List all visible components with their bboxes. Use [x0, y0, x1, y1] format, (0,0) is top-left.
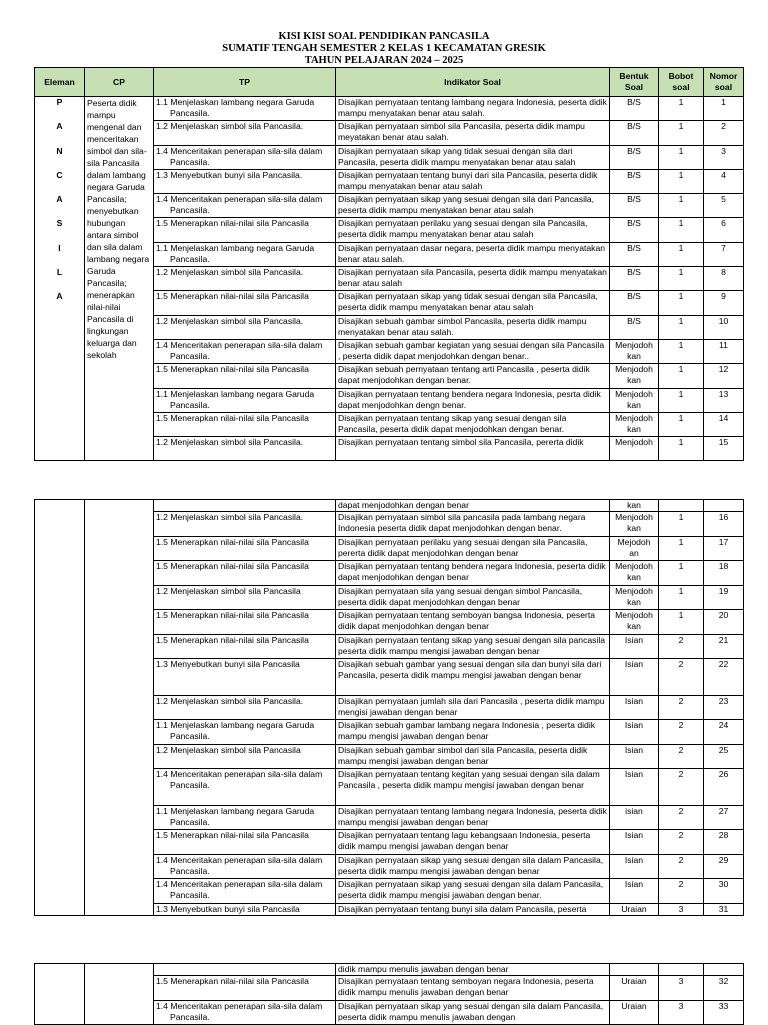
bentuk-cell: Isian: [610, 695, 659, 720]
col-header-bobot: Bobot soal: [659, 68, 704, 97]
tp-text: 1.4 Menceritakan penerapan sila-sila dalam Pancasila.: [156, 194, 323, 216]
bobot-cell: 2: [659, 695, 704, 720]
nomor-cell: 15: [704, 437, 744, 461]
bentuk-cell: isian: [610, 805, 659, 830]
nomor-cell: 32: [704, 976, 744, 1001]
bentuk-cell: Menjodoh kan: [610, 610, 659, 635]
indikator-cell: Disajikan sebuah gambar simbol dari sila Pancasila, peserta didik mampu mengisi jawaban dengan benar: [336, 744, 610, 769]
nomor-cell: 33: [704, 1000, 744, 1025]
bentuk-cell: Uraian: [610, 903, 659, 915]
tp-cell: [154, 830, 336, 855]
tp-cell: [154, 97, 336, 121]
nomor-cell: 19: [704, 585, 744, 610]
nomor-cell: 1: [704, 97, 744, 121]
nomor-cell: 29: [704, 854, 744, 879]
indikator-cell: Disajikan sebuah gambar kegiatan yang sesuai dengan sila Pancasila , peserta didik dapat menjodohkan dengan benar..: [336, 339, 610, 363]
indikator-cell: Disajikan pernyataan tentang kegitan yang sesuai dengan sila dalam Pancasila , peserta didik mampu mengisi jawaban dengan benar: [336, 769, 610, 806]
bentuk-cell: Isian: [610, 854, 659, 879]
col-header-indikator: Indikator Soal: [336, 68, 610, 97]
bentuk-cell: Menjodoh kan: [610, 364, 659, 388]
bobot-cell: 1: [659, 512, 704, 537]
bentuk-cell: B/S: [610, 121, 659, 145]
bentuk-cell: Uraian: [610, 976, 659, 1001]
bentuk-cell: Menjodoh kan: [610, 585, 659, 610]
bobot-cell: 2: [659, 720, 704, 745]
tp-cell: [154, 121, 336, 145]
tp-cell: [154, 769, 336, 806]
tp-cell: [154, 903, 336, 915]
indikator-cell: Disajikan pernyataan sikap yang sesuai dengan sila dalam Pancasila, peserta didik mampu menulis jawaban dengan: [336, 1000, 610, 1025]
tp-cell: [154, 500, 336, 512]
tp-cell: [154, 242, 336, 266]
tp-text: 1.4 Menceritakan penerapan sila-sila dalam Pancasila.: [156, 145, 323, 167]
indikator-cell: Disajikan sebuah gambar lambang negara Indonesia , peserta didik mampu mengisi jawaban dengan benar: [336, 720, 610, 745]
bobot-cell: 1: [659, 412, 704, 436]
nomor-cell: 14: [704, 412, 744, 436]
indikator-cell: Disajikan pernyataan tentang semboyan negara Indonesia, peserta didik mampu menulis jawaban dengan benar: [336, 976, 610, 1001]
tp-text: 1.5 Menerapkan nilai-nilai sila Pancasila: [156, 610, 309, 620]
doc-title-line-1: KISI KISI SOAL PENDIDIKAN PANCASILA: [278, 31, 490, 42]
bobot-cell: 1: [659, 388, 704, 412]
nomor-cell: [704, 964, 744, 976]
nomor-cell: 11: [704, 339, 744, 363]
bobot-cell: 2: [659, 634, 704, 659]
bobot-cell: [659, 500, 704, 512]
bentuk-cell: Isian: [610, 769, 659, 806]
cp-cell: Peserta didik mampu mengenal dan menceritakan simbol dan sila-sila Pancasila dalam lambang negara Garuda Pancasila; menyebutkan hubungan antara simbol dan sila dalam lambang negara Garuda Pancasila; menerapkan nilai-nilai Pancasila di lingkungan keluarga dan sekolah: [85, 97, 154, 461]
tp-text: 1.1 Menjelaskan lambang negara Garuda Pancasila.: [156, 388, 315, 410]
bentuk-cell: Isian: [610, 634, 659, 659]
bentuk-cell: Isian: [610, 744, 659, 769]
tp-cell: [154, 315, 336, 339]
bentuk-cell: Isian: [610, 830, 659, 855]
tp-cell: [154, 634, 336, 659]
tp-cell: [154, 339, 336, 363]
eleman-cell: [35, 964, 85, 1025]
eleman-letter: P: [56, 97, 63, 107]
bentuk-cell: Menjodoh kan: [610, 388, 659, 412]
indikator-cell: Disajikan pernyataan tentang sikap yang sesuai dengan sila pancasila peserta didik mampu mengisi jawaban dengan benar: [336, 634, 610, 659]
indikator-cell: Disajikan pernyataan sikap yang tidak sesuai dengan sila dari Pancasila, peserta didik mampu menyatakan benar atau salah: [336, 145, 610, 169]
bentuk-cell: B/S: [610, 315, 659, 339]
indikator-cell: Disajikan pernyataan tentang simbol sila Pancasila, pererta didik: [336, 437, 610, 461]
nomor-cell: 26: [704, 769, 744, 806]
tp-cell: [154, 805, 336, 830]
bobot-cell: [659, 964, 704, 976]
kisi-table-page-2: [34, 499, 744, 916]
indikator-cell: Disajikan pernyataan tentang bunyi dari sila Pancasila, peserta didik mampu menyatakan benar atau salah: [336, 169, 610, 193]
bentuk-cell: kan: [610, 500, 659, 512]
nomor-cell: 25: [704, 744, 744, 769]
nomor-cell: 3: [704, 145, 744, 169]
cp-cell: [85, 964, 154, 1025]
nomor-cell: 7: [704, 242, 744, 266]
col-header-nomor: Nomor soal: [704, 68, 744, 97]
tp-cell: [154, 585, 336, 610]
tp-text: 1.5 Menerapkan nilai-nilai sila Pancasila: [156, 412, 309, 423]
bentuk-cell: B/S: [610, 145, 659, 169]
tp-text: 1.4 Menceritakan penerapan sila-sila dalam Pancasila.: [156, 339, 323, 361]
tp-text: 1.4 Menceritakan penerapan sila-sila dalam Pancasila.: [156, 879, 323, 900]
tp-text: 1.1 Menjelaskan lambang negara Garuda Pancasila.: [156, 805, 315, 827]
nomor-cell: 20: [704, 610, 744, 635]
bobot-cell: 2: [659, 830, 704, 855]
tp-cell: [154, 610, 336, 635]
nomor-cell: 28: [704, 830, 744, 855]
indikator-cell: Disajikan pernyataan dasar negara, peserta didik mampu menyatakan benar atau salah.: [336, 242, 610, 266]
indikator-cell: Disajikan pernyataan tentang lagu kebangsaan Indonesia, peserta didik mampu mengisi jawaban dengan benar: [336, 830, 610, 855]
tp-cell: [154, 720, 336, 745]
nomor-cell: 23: [704, 695, 744, 720]
tp-cell: [154, 291, 336, 315]
bentuk-cell: B/S: [610, 169, 659, 193]
tp-text: 1.5 Menerapkan nilai-nilai sila Pancasila: [156, 830, 309, 840]
eleman-letter: N: [56, 145, 63, 156]
table-row-continuation: [35, 500, 744, 512]
indikator-cell: Disajikan sebuah gambar simbol Pancasila, peserta didik mampu menyatakan benar atau salah.: [336, 315, 610, 339]
bentuk-cell: B/S: [610, 218, 659, 242]
tp-text: 1.2 Menjelaskan simbol sila Pancasila.: [156, 121, 304, 132]
eleman-letter: A: [56, 291, 63, 302]
tp-text: 1.5 Menerapkan nilai-nilai sila Pancasila: [156, 976, 309, 986]
bobot-cell: 1: [659, 169, 704, 193]
bentuk-cell: [610, 964, 659, 976]
bobot-cell: 2: [659, 769, 704, 806]
tp-text: 1.5 Menerapkan nilai-nilai sila Pancasila: [156, 561, 309, 571]
bobot-cell: 2: [659, 854, 704, 879]
kisi-table-page-1: [34, 67, 744, 461]
indikator-cell: Disajikan pernyataan sikap yang sesuai dengan sila dalam Pancasila, peserta didik mampu mengisi jawaban dengan benar.: [336, 879, 610, 904]
nomor-cell: 6: [704, 218, 744, 242]
nomor-cell: 8: [704, 267, 744, 291]
nomor-cell: 13: [704, 388, 744, 412]
indikator-cell: Disajikan pernyataan tentang bunyi sila dalam Pancasila, peserta: [336, 903, 610, 915]
col-header-bentuk: Bentuk Soal: [610, 68, 659, 97]
indikator-cell: dapat menjodohkan dengan benar: [336, 500, 610, 512]
nomor-cell: 18: [704, 561, 744, 586]
tp-text: 1.2 Menjelaskan simbol sila Pancasila.: [156, 315, 304, 326]
tp-text: 1.1 Menjelaskan lambang negara Garuda Pancasila.: [156, 720, 315, 741]
bobot-cell: 3: [659, 903, 704, 915]
tp-cell: [154, 169, 336, 193]
nomor-cell: 2: [704, 121, 744, 145]
bentuk-cell: Mejodoh an: [610, 536, 659, 561]
nomor-cell: 24: [704, 720, 744, 745]
bentuk-cell: B/S: [610, 97, 659, 121]
tp-cell: [154, 388, 336, 412]
indikator-cell: Disajikan pernyataan jumlah sila dari Pancasila , peserta didik mampu mengisi jawaban dengan benar: [336, 695, 610, 720]
tp-text: 1.5 Menerapkan nilai-nilai sila Pancasila: [156, 218, 309, 229]
bobot-cell: 1: [659, 194, 704, 218]
nomor-cell: 4: [704, 169, 744, 193]
bentuk-cell: B/S: [610, 291, 659, 315]
col-header-tp: TP: [154, 68, 336, 97]
indikator-cell: Disajikan pernyataan simbol sila Pancasila, peserta didik mampu meyatakan benar atau salah.: [336, 121, 610, 145]
tp-cell: [154, 561, 336, 586]
bobot-cell: 1: [659, 97, 704, 121]
bobot-cell: 2: [659, 744, 704, 769]
bobot-cell: 1: [659, 561, 704, 586]
nomor-cell: 17: [704, 536, 744, 561]
table-row: [35, 97, 744, 121]
bentuk-cell: Menjodoh kan: [610, 412, 659, 436]
tp-text: 1.1 Menjelaskan lambang negara Garuda Pancasila.: [156, 242, 315, 264]
bobot-cell: 3: [659, 976, 704, 1001]
bobot-cell: 1: [659, 437, 704, 461]
tp-cell: [154, 695, 336, 720]
tp-text: 1.5 Menerapkan nilai-nilai sila Pancasila: [156, 364, 309, 375]
indikator-cell: Disajikan pernyataan tentang lambang negara Indonesia, peserta didik mampu menyatakan benar atau salah.: [336, 97, 610, 121]
nomor-cell: 22: [704, 659, 744, 696]
nomor-cell: 16: [704, 512, 744, 537]
col-header-cp: CP: [85, 68, 154, 97]
nomor-cell: 12: [704, 364, 744, 388]
tp-text: 1.2 Menjelaskan simbol sila Pancasila: [156, 585, 301, 596]
bentuk-cell: B/S: [610, 267, 659, 291]
bobot-cell: 1: [659, 364, 704, 388]
bobot-cell: 1: [659, 585, 704, 610]
tp-text: 1.3 Menyebutkan bunyi sila Pancasila.: [156, 169, 303, 180]
bobot-cell: 2: [659, 805, 704, 830]
eleman-letter: L: [56, 267, 63, 278]
eleman-letter: I: [58, 242, 61, 253]
table-row-continuation: [35, 964, 744, 976]
tp-cell: [154, 976, 336, 1001]
nomor-cell: 27: [704, 805, 744, 830]
eleman-letter: A: [56, 194, 63, 205]
indikator-cell: Disajikan pernyataan perilaku yang sesuai dengan sila Pancasila, pererta didik dapat menjodohkan dengan benar: [336, 536, 610, 561]
indikator-cell: Disajikan pernyataan perilaku yang sesuai dengan sila Pancasila, peserta didik mampu menyatakan benar atau salah: [336, 218, 610, 242]
eleman-letter: C: [56, 169, 63, 180]
tp-text: 1.5 Menerapkan nilai-nilai sila Pancasila: [156, 536, 309, 547]
indikator-cell: Disajikan pernyataan sikap yang tidak sesuai dengan sila Pancasila, peserta didik mampu menyatakan benar atau salah: [336, 291, 610, 315]
tp-cell: [154, 412, 336, 436]
nomor-cell: 31: [704, 903, 744, 915]
tp-text: 1.2 Menjelaskan simbol sila Pancasila.: [156, 695, 304, 706]
bobot-cell: 1: [659, 339, 704, 363]
indikator-cell: Disajikan pernyataan tentang semboyan bangsa Indonesia, peserta didik dapat menjodohkan dengan benar: [336, 610, 610, 635]
bobot-cell: 1: [659, 121, 704, 145]
table-header-row: [35, 68, 744, 97]
bobot-cell: 1: [659, 267, 704, 291]
tp-text: 1.2 Menjelaskan simbol sila Pancasila.: [156, 437, 304, 448]
bobot-cell: 1: [659, 610, 704, 635]
tp-cell: [154, 1000, 336, 1025]
tp-text: 1.1 Menjelaskan lambang negara Garuda Pancasila.: [156, 97, 315, 118]
bentuk-cell: Menjodoh kan: [610, 512, 659, 537]
tp-cell: [154, 194, 336, 218]
tp-cell: [154, 437, 336, 461]
indikator-cell: Disajikan pernyataan tentang lambang negara Indonesia, peserta didik mampu mengisi jawaban dengan benar: [336, 805, 610, 830]
tp-cell: [154, 267, 336, 291]
tp-text: 1.5 Menerapkan nilai-nilai sila Pancasila: [156, 634, 309, 645]
indikator-cell: Disajikan pernyataan sikap yang sesuai dengan sila dari Pancasila, peserta didik mampu menyatakan benar atau salah: [336, 194, 610, 218]
bobot-cell: 1: [659, 242, 704, 266]
bobot-cell: 1: [659, 315, 704, 339]
tp-cell: [154, 536, 336, 561]
indikator-cell: Disajikan sebuah gambar yang sesuai dengan sila dan bunyi sila dari Pancasila, peserta didik mampu mengisi jawaban dengan benar: [336, 659, 610, 696]
tp-text: 1.2 Menjelaskan simbol sila Pancasila.: [156, 512, 304, 522]
bentuk-cell: Uraian: [610, 1000, 659, 1025]
bentuk-cell: B/S: [610, 242, 659, 266]
indikator-cell: Disajikan sebuah pernyataan tentang arti Pancasila , peserta didik dapat menjodohkan dengan benar.: [336, 364, 610, 388]
tp-text: 1.3 Menyebutkan bunyi sila Pancasila: [156, 659, 300, 669]
nomor-cell: 21: [704, 634, 744, 659]
bentuk-cell: Isian: [610, 720, 659, 745]
doc-title-line-3: TAHUN PELAJARAN 2024 – 2025: [304, 55, 464, 66]
tp-cell: [154, 659, 336, 696]
bobot-cell: 1: [659, 218, 704, 242]
tp-cell: [154, 145, 336, 169]
nomor-cell: 10: [704, 315, 744, 339]
eleman-letter: S: [56, 218, 63, 229]
tp-cell: [154, 218, 336, 242]
eleman-cell: [35, 97, 85, 461]
bobot-cell: 1: [659, 145, 704, 169]
kisi-table-page-3: [34, 963, 744, 1025]
nomor-cell: 9: [704, 291, 744, 315]
bobot-cell: 1: [659, 291, 704, 315]
bobot-cell: 1: [659, 536, 704, 561]
bentuk-cell: Menjodoh kan: [610, 339, 659, 363]
nomor-cell: [704, 500, 744, 512]
tp-text: 1.2 Menjelaskan simbol sila Pancasila: [156, 744, 301, 755]
col-header-eleman: Eleman: [35, 68, 85, 97]
bentuk-cell: Menjodoh: [610, 437, 659, 461]
eleman-cell: [35, 500, 85, 916]
tp-text: 1.4 Menceritakan penerapan sila-sila dalam Pancasila.: [156, 769, 323, 790]
tp-text: 1.4 Menceritakan penerapan sila-sila dalam Pancasila.: [156, 1000, 323, 1022]
tp-text: 1.4 Menceritakan penerapan sila-sila dalam Pancasila.: [156, 854, 323, 876]
indikator-cell: didik mampu menulis jawaban dengan benar: [336, 964, 610, 976]
tp-cell: [154, 879, 336, 904]
tp-text: 1.3 Menyebutkan bunyi sila Pancasila: [156, 903, 300, 914]
indikator-cell: Disajikan pernyataan sila Pancasila, peserta didik mampu menyatakan benar atau salah: [336, 267, 610, 291]
indikator-cell: Disajikan pernyataan sikap yang sesuai dengan sila dalam Pancasila, peserta didik mampu mengisi jawaban dengan benar: [336, 854, 610, 879]
indikator-cell: Disajikan pernyataan simbol sila pancasila pada lambang negara Indonesia peserta didik dapat menjodohkan dengan benar.: [336, 512, 610, 537]
tp-cell: [154, 964, 336, 976]
indikator-cell: Disajikan pernyataan sila yang sesuai dengan simbol Pancasila, peserta didik dapat menjodohkan dengan benar: [336, 585, 610, 610]
nomor-cell: 5: [704, 194, 744, 218]
bentuk-cell: Isian: [610, 659, 659, 696]
tp-cell: [154, 854, 336, 879]
indikator-cell: Disajikan pernyataan tentang sikap yang sesuai dengan sila Pancasila, peserta didik dapat menjodohkan dengan benar.: [336, 412, 610, 436]
indikator-cell: Disajikan pernyataan tentang bendera negara Indonesia, pesrta didik dapat menjodohkan dengn benar.: [336, 388, 610, 412]
cp-cell: [85, 500, 154, 916]
bentuk-cell: Menjodoh kan: [610, 561, 659, 586]
bobot-cell: 3: [659, 1000, 704, 1025]
eleman-letter: A: [56, 121, 63, 132]
nomor-cell: 30: [704, 879, 744, 904]
bobot-cell: 2: [659, 659, 704, 696]
indikator-cell: Disajikan pernyataan tentang bendera negara Indonesia, peserta didik dapat menjodohkan dengan benar: [336, 561, 610, 586]
bentuk-cell: B/S: [610, 194, 659, 218]
bentuk-cell: Isian: [610, 879, 659, 904]
tp-cell: [154, 512, 336, 537]
bobot-cell: 2: [659, 879, 704, 904]
doc-title-line-2: SUMATIF TENGAH SEMESTER 2 KELAS 1 KECAMATAN GRESIK: [222, 43, 546, 54]
tp-cell: [154, 744, 336, 769]
tp-cell: [154, 364, 336, 388]
tp-text: 1.2 Menjelaskan simbol sila Pancasila.: [156, 267, 304, 278]
tp-text: 1.5 Menerapkan nilai-nilai sila Pancasila: [156, 291, 309, 302]
